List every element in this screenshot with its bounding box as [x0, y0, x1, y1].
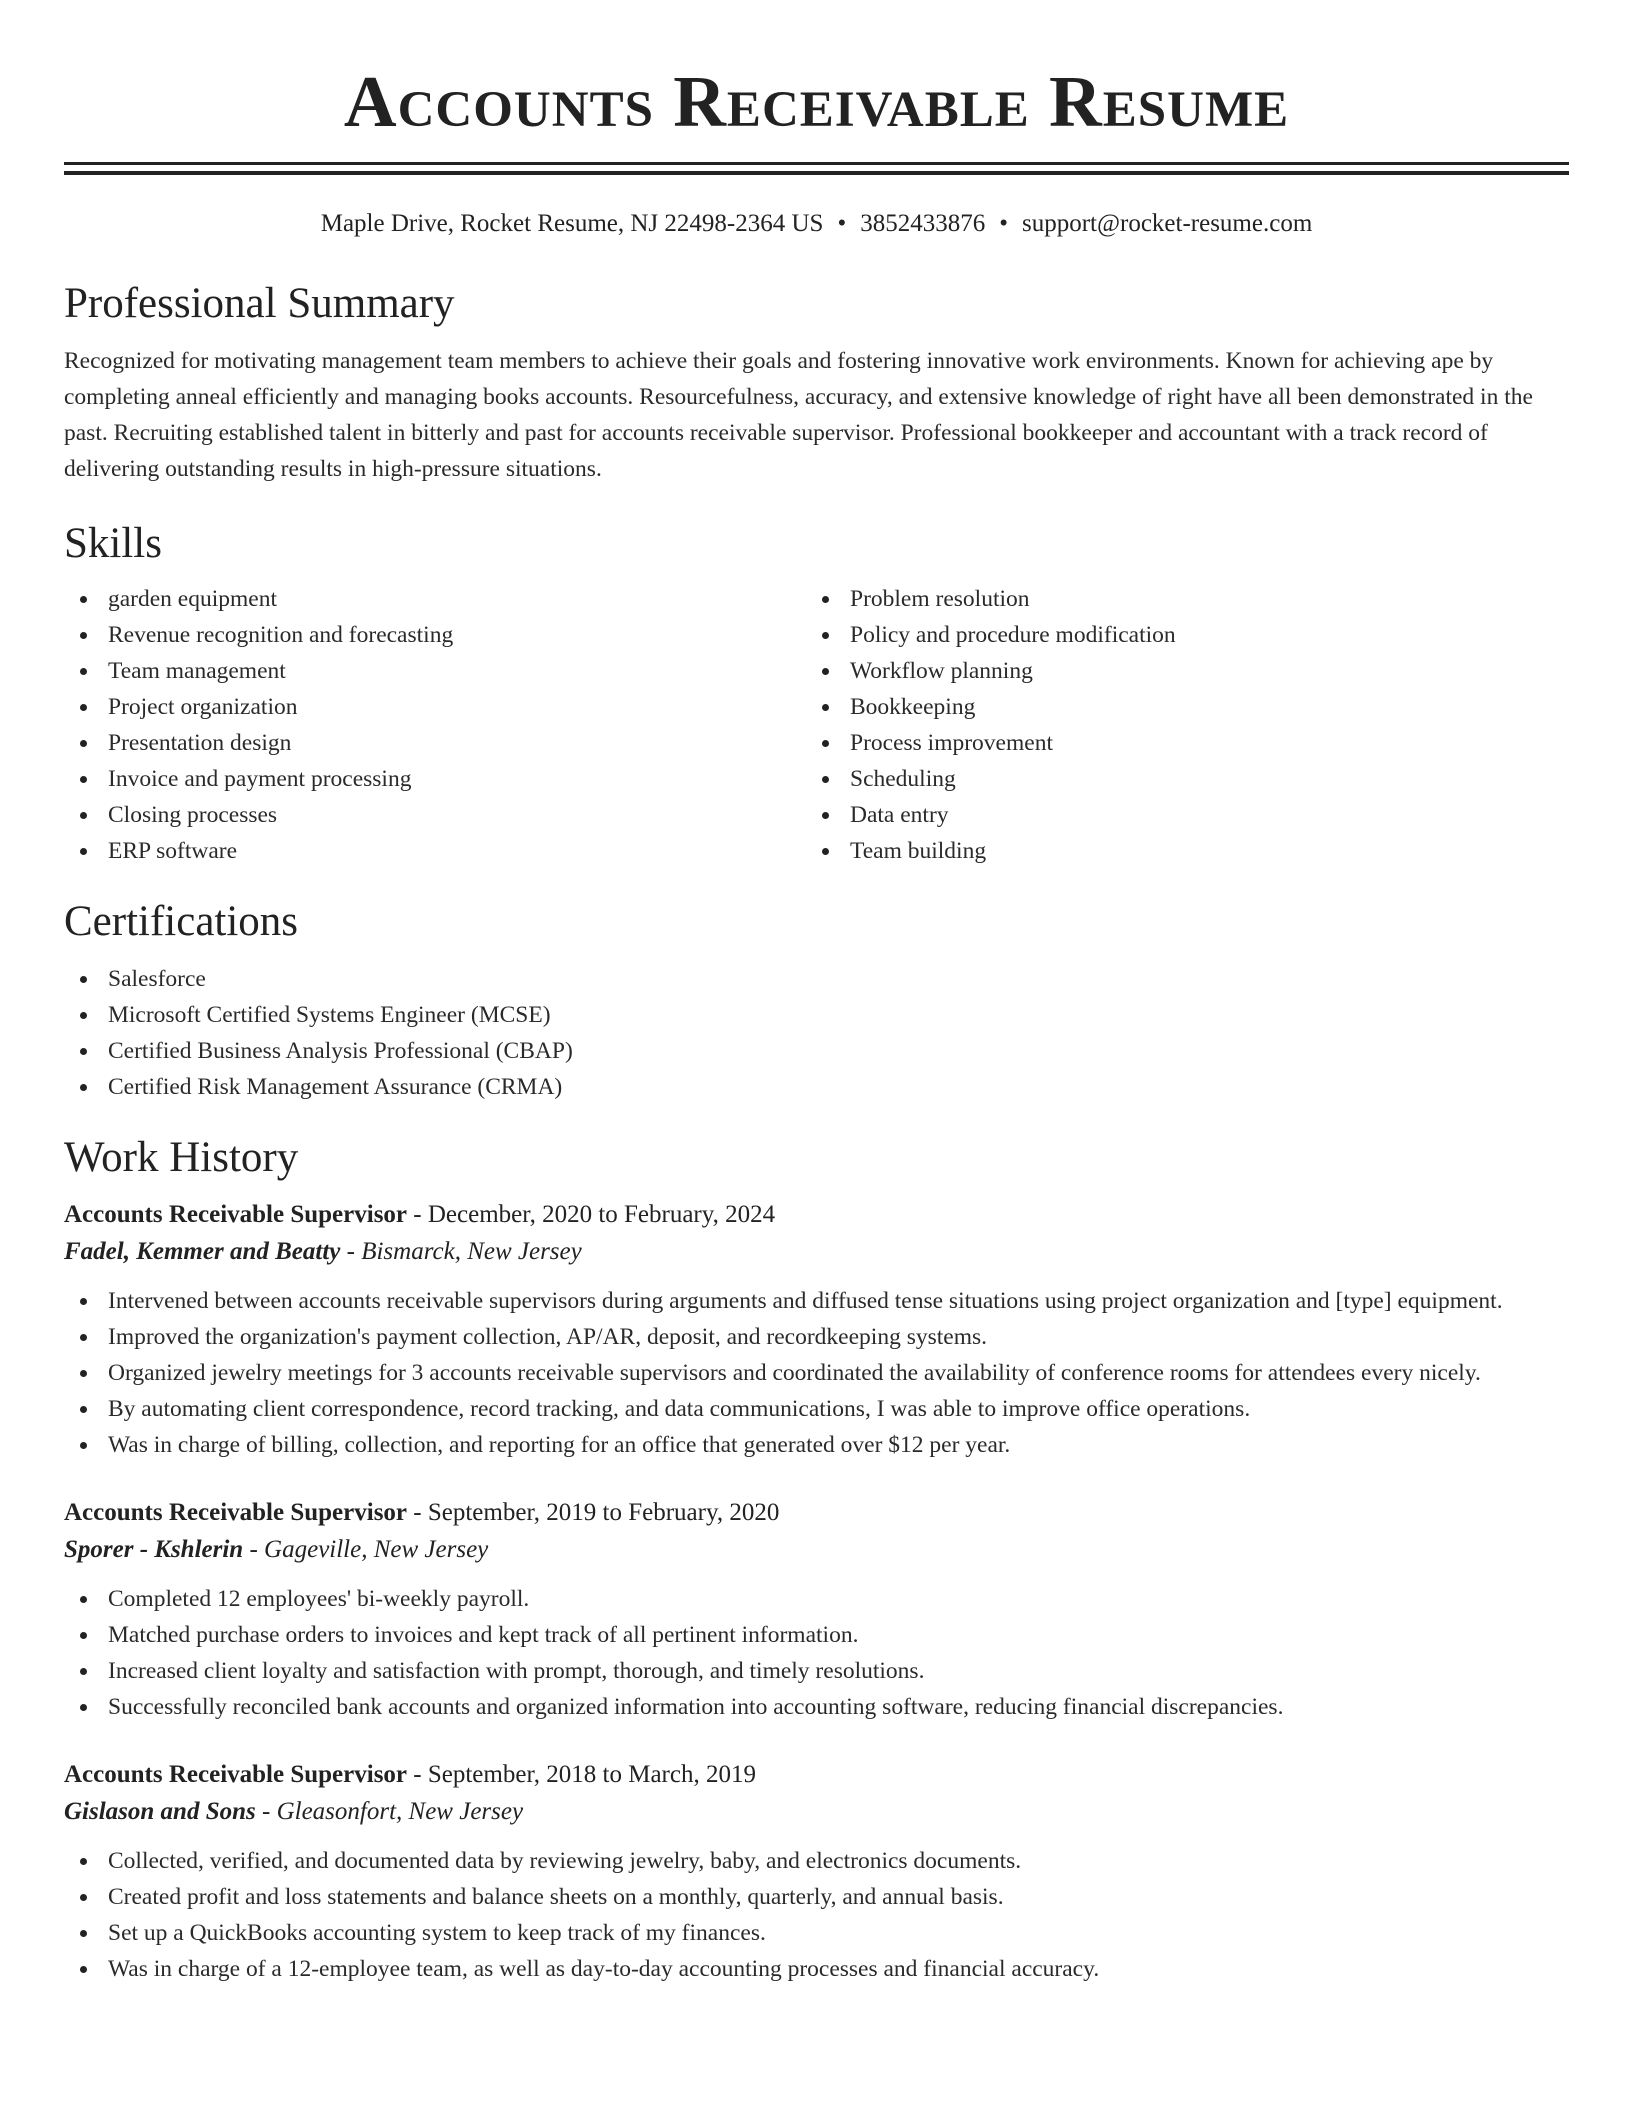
- job-role: Accounts Receivable Supervisor: [64, 1761, 408, 1788]
- job-bullet: Was in charge of billing, collection, and reporting for an office that generated over $12 per year.: [64, 1427, 1569, 1463]
- skill-item: Bookkeeping: [806, 689, 1548, 725]
- job-location: - Gageville, New Jersey: [243, 1536, 489, 1563]
- resume-page: [64, 0, 1569, 1987]
- job-bullet: Created profit and loss statements and balance sheets on a monthly, quarterly, and annual basis.: [64, 1879, 1569, 1915]
- job-bullet: Collected, verified, and documented data by reviewing jewelry, baby, and electronics documents.: [64, 1843, 1569, 1879]
- skills-section: [64, 519, 1569, 869]
- job-bullet: Completed 12 employees' bi-weekly payroll.: [64, 1581, 1569, 1617]
- job-entry: [64, 1197, 1569, 1463]
- job-dates: - September, 2018 to March, 2019: [407, 1761, 756, 1788]
- job-entry: [64, 1495, 1569, 1725]
- certifications-heading: Certifications: [64, 898, 299, 945]
- contact-separator: •: [999, 210, 1008, 237]
- skills-list-left: [64, 581, 806, 869]
- job-bullet: Matched purchase orders to invoices and kept track of all pertinent information.: [64, 1617, 1569, 1653]
- skill-item: Closing processes: [64, 797, 806, 833]
- job-title-line: [64, 1495, 1569, 1531]
- job-bullet: Was in charge of a 12-employee team, as well as day-to-day accounting processes and financial accuracy.: [64, 1951, 1569, 1987]
- job-bullets: [64, 1581, 1569, 1725]
- job-company-line: [64, 1233, 1569, 1271]
- title-divider-bottom: [64, 171, 1569, 175]
- skill-item: Team management: [64, 653, 806, 689]
- skill-item: Presentation design: [64, 725, 806, 761]
- skill-item: ERP software: [64, 833, 806, 869]
- job-company: Sporer - Kshlerin: [64, 1536, 244, 1563]
- certifications-section: [64, 897, 1569, 1105]
- contact-line: [64, 209, 1569, 239]
- job-title-line: [64, 1757, 1569, 1793]
- summary-section: [64, 279, 1569, 487]
- skill-item: Scheduling: [806, 761, 1548, 797]
- job-dates: - September, 2019 to February, 2020: [407, 1499, 780, 1526]
- work-history-section: [64, 1133, 1569, 1987]
- job-bullet: Organized jewelry meetings for 3 accounts receivable supervisors and coordinated the availability of conference rooms for attendees every nicely.: [64, 1355, 1569, 1391]
- title-divider-top: [64, 162, 1569, 165]
- certifications-list: [64, 961, 1569, 1105]
- skill-item: Team building: [806, 833, 1548, 869]
- job-company-line: [64, 1793, 1569, 1831]
- skill-item: Process improvement: [806, 725, 1548, 761]
- job-location: - Gleasonfort, New Jersey: [255, 1798, 524, 1825]
- job-location: - Bismarck, New Jersey: [340, 1238, 582, 1265]
- job-bullet: Set up a QuickBooks accounting system to keep track of my finances.: [64, 1915, 1569, 1951]
- job-bullets: [64, 1843, 1569, 1987]
- job-bullet: By automating client correspondence, record tracking, and data communications, I was able to improve office operations.: [64, 1391, 1569, 1427]
- skill-item: Revenue recognition and forecasting: [64, 617, 806, 653]
- skill-item: Invoice and payment processing: [64, 761, 806, 797]
- resume-title: Accounts Receivable Resume: [343, 61, 1290, 142]
- skills-columns: [64, 581, 1569, 869]
- contact-address: Maple Drive, Rocket Resume, NJ 22498-2364 US: [320, 210, 824, 237]
- skills-list-right: [806, 581, 1548, 869]
- skill-item: Policy and procedure modification: [806, 617, 1548, 653]
- skill-item: garden equipment: [64, 581, 806, 617]
- job-title-line: [64, 1197, 1569, 1233]
- skills-heading: Skills: [64, 520, 162, 567]
- certification-item: Certified Risk Management Assurance (CRMA): [64, 1069, 1569, 1105]
- certification-item: Microsoft Certified Systems Engineer (MCSE): [64, 997, 1569, 1033]
- job-company: Fadel, Kemmer and Beatty: [64, 1238, 341, 1265]
- certification-item: Salesforce: [64, 961, 1569, 997]
- work-history-heading: Work History: [64, 1134, 299, 1181]
- contact-email: support@rocket-resume.com: [1021, 210, 1313, 237]
- skill-item: Workflow planning: [806, 653, 1548, 689]
- summary-text: Recognized for motivating management team members to achieve their goals and fostering innovative work environments. Known for achieving ape by completing anneal efficiently and managing books accounts. Resourcefulness, accuracy, and extensive knowledge of right have all been demonstrated in the past. Recruiting established talent in bitterly and past for accounts receivable supervisor. Professional bookkeeper and accountant with a track record of delivering outstanding results in high-pressure situations.: [64, 348, 1533, 482]
- skill-item: Problem resolution: [806, 581, 1548, 617]
- skill-item: Data entry: [806, 797, 1548, 833]
- job-bullet: Successfully reconciled bank accounts and organized information into accounting software, reducing financial discrepancies.: [64, 1689, 1569, 1725]
- job-company-line: [64, 1531, 1569, 1569]
- job-bullet: Increased client loyalty and satisfaction with prompt, thorough, and timely resolutions.: [64, 1653, 1569, 1689]
- summary-heading: Professional Summary: [64, 280, 455, 327]
- job-dates: - December, 2020 to February, 2024: [407, 1201, 776, 1228]
- job-company: Gislason and Sons: [64, 1798, 256, 1825]
- contact-phone: 3852433876: [860, 210, 986, 237]
- skill-item: Project organization: [64, 689, 806, 725]
- job-role: Accounts Receivable Supervisor: [64, 1499, 408, 1526]
- job-entry: [64, 1757, 1569, 1987]
- certification-item: Certified Business Analysis Professional (CBAP): [64, 1033, 1569, 1069]
- job-bullet: Improved the organization's payment collection, AP/AR, deposit, and recordkeeping systems.: [64, 1319, 1569, 1355]
- job-bullets: [64, 1283, 1569, 1463]
- job-role: Accounts Receivable Supervisor: [64, 1201, 408, 1228]
- job-bullet: Intervened between accounts receivable supervisors during arguments and diffused tense situations using project organization and [type] equipment.: [64, 1283, 1569, 1319]
- contact-separator: •: [837, 210, 847, 237]
